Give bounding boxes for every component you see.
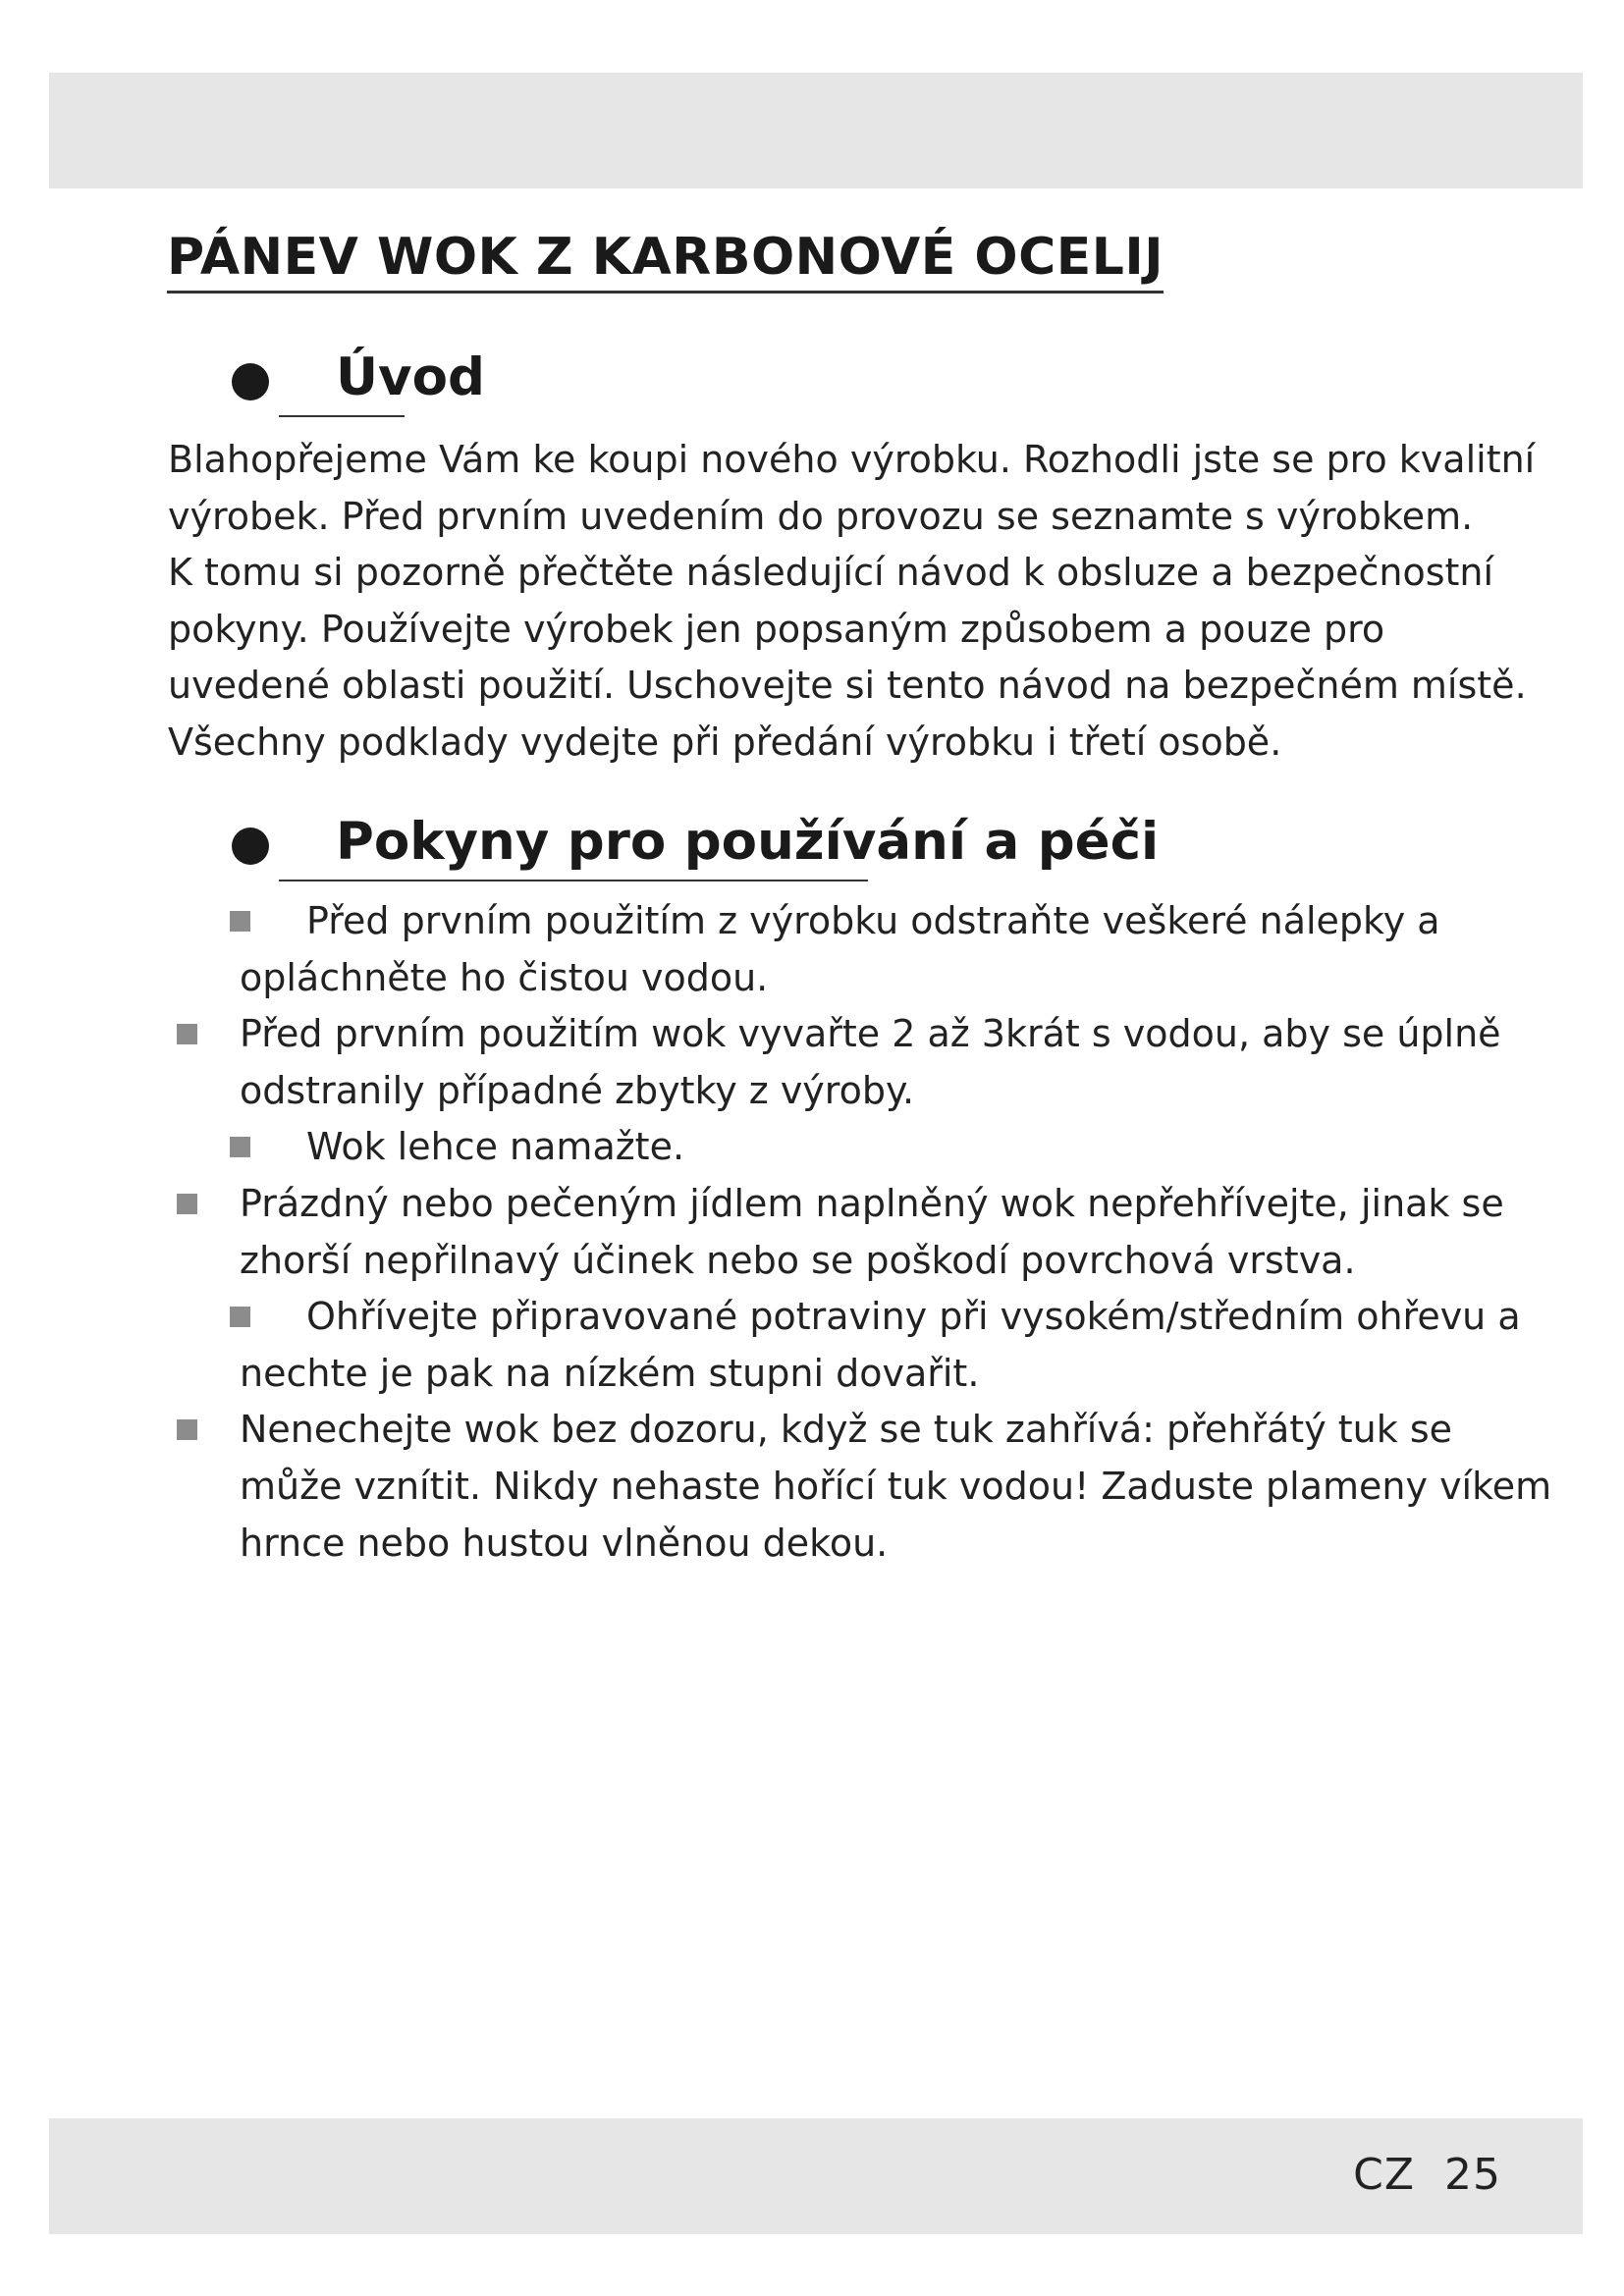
list-item-line: Ohřívejte připravované potraviny při vysokém/středním ohřevu a	[306, 1295, 1521, 1339]
list-item	[0, 1119, 1624, 1176]
page-number: 25	[1444, 2150, 1501, 2200]
bullet-dot-icon	[232, 363, 269, 400]
square-bullet-icon	[177, 1419, 197, 1440]
list-item-line: nechte je pak na nízkém stupni dovařit.	[240, 1351, 980, 1395]
list-item-line: Prázdný nebo pečeným jídlem naplněný wok nepřehřívejte, jinak se	[240, 1181, 1504, 1225]
list-item	[0, 1289, 1624, 1402]
language-code: CZ	[1353, 2150, 1415, 2200]
intro-paragraph	[168, 432, 1536, 772]
list-item-line: odstranily případné zbytky z výroby.	[240, 1068, 915, 1112]
care-instructions-list	[0, 893, 1624, 1572]
bullet-dot-icon	[232, 828, 269, 865]
header-band	[49, 73, 1583, 188]
square-bullet-icon	[177, 1194, 197, 1214]
list-item-line: Wok lehce namažte.	[306, 1125, 685, 1169]
list-item-line: Nenechejte wok bez dozoru, když se tuk zahřívá: přehřátý tuk se	[240, 1408, 1453, 1452]
document-title: PÁNEV WOK Z KARBONOVÉ OCELIJ	[167, 228, 1164, 294]
section-title: Úvod	[336, 347, 485, 407]
list-item-line: opláchněte ho čistou vodou.	[240, 955, 769, 999]
paragraph-line: Blahopřejeme Vám ke koupi nového výrobku. Rozhodli jste se pro kvalitní	[168, 438, 1536, 481]
page-footer	[1353, 2150, 1501, 2200]
heading-underline	[279, 880, 868, 881]
list-item-line: může vznítit. Nikdy nehaste hořící tuk vodou! Zaduste plameny víkem	[240, 1464, 1552, 1508]
list-item	[0, 893, 1624, 1006]
list-item-line: Před prvním použitím z výrobku odstraňte veškeré nálepky a	[306, 899, 1440, 942]
list-item	[0, 1006, 1624, 1119]
paragraph-line: K tomu si pozorně přečtěte následující návod k obsluze a bezpečnostní	[168, 551, 1494, 595]
square-bullet-icon	[230, 1307, 250, 1327]
paragraph-line: pokyny. Používejte výrobek jen popsaným způsobem a pouze pro	[168, 607, 1385, 651]
square-bullet-icon	[230, 1137, 250, 1157]
list-item-line: zhorší nepřilnavý účinek nebo se poškodí povrchová vrstva.	[240, 1238, 1356, 1282]
square-bullet-icon	[230, 911, 250, 932]
heading-underline	[279, 415, 405, 417]
list-item-line: Před prvním použitím wok vyvařte 2 až 3krát s vodou, aby se úplně	[240, 1012, 1501, 1056]
paragraph-line: uvedené oblasti použití. Uschovejte si tento návod na bezpečném místě.	[168, 664, 1527, 708]
list-item-line: hrnce nebo hustou vlněnou dekou.	[240, 1521, 889, 1565]
list-item	[0, 1176, 1624, 1289]
section-title: Pokyny pro používání a péči	[336, 812, 1160, 872]
list-item	[0, 1402, 1624, 1572]
paragraph-line: výrobek. Před prvním uvedením do provozu se seznamte s výrobkem.	[168, 494, 1474, 538]
square-bullet-icon	[177, 1024, 197, 1044]
paragraph-line: Všechny podklady vydejte při předání výrobku i třetí osobě.	[168, 720, 1282, 764]
